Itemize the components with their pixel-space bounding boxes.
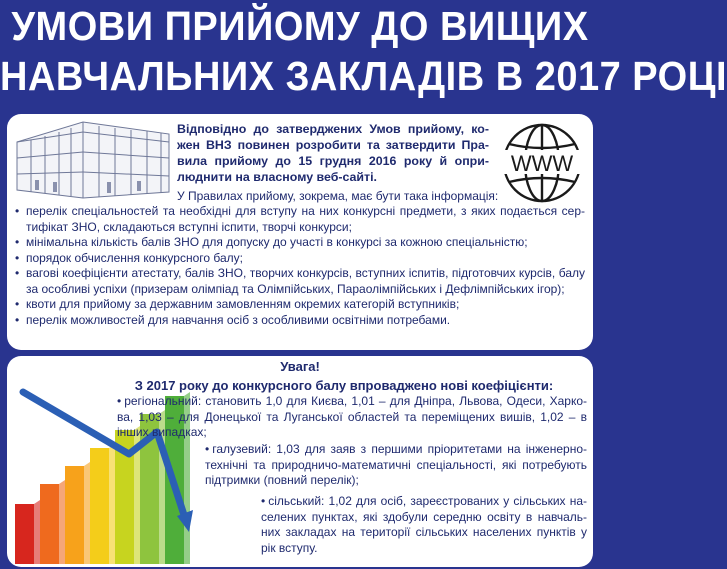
bullet-icon: • bbox=[15, 312, 20, 327]
bullet-icon: • bbox=[15, 204, 20, 218]
rural-coefficient-item: • сільський: 1,02 для осіб, зареєстрованих у сільських на-селених пунктах, які здобули середню освіту в навчаль-них закладах на території сільських населених пунктів у рік вступу. bbox=[261, 494, 587, 555]
list-item: • мінімальна кількість балів ЗНО для допуску до участі в конкурсі за кожною спеціальністю; bbox=[15, 235, 528, 249]
bullet-icon: • bbox=[117, 394, 122, 408]
bullet-icon: • bbox=[15, 297, 20, 311]
list-item: • вагові коефіцієнти атестату, балів ЗНО, творчих конкурсів, вступних іспитів, підготовчих курсів, балу за особливі успіхи (призерам олімпіад та Олімпійських, Параолімпійських і Дефлімпійських ігор); bbox=[15, 266, 585, 296]
list-item: • перелік спеціальностей та необхідні для вступу на них конкурсні предмети, з яких подається сер-тифікат ЗНО, складаються вступні іспити, творчі конкурси; bbox=[15, 204, 585, 234]
intro-lead-text: Відповідно до затверджених Умов прийому, ко-жен ВНЗ повинен розробити та затвердити Пра-вила прийому до 15 грудня 2016 року й опри-люднити на власному веб-сайті. bbox=[177, 122, 489, 184]
illustration-bar bbox=[15, 504, 34, 564]
list-item: • перелік можливостей для навчання осіб з особливими освітніми потребами. bbox=[15, 312, 451, 327]
bullet-icon: • bbox=[15, 235, 20, 249]
notice-heading: З 2017 року до конкурсного балу впроваджено нові коефіцієнти: bbox=[134, 378, 554, 393]
bullet-icon: • bbox=[261, 494, 266, 508]
sectoral-coefficient-item: • галузевий: 1,03 для заяв з першими пріоритетами на інженерно-технічні та природничо-математичні спеціальності, які потребують підтримки (повний перелік); bbox=[205, 442, 587, 487]
illustration-bar-side bbox=[84, 462, 90, 564]
title-line-1: УМОВИ ПРИЙОМУ ДО ВИЩИХ bbox=[11, 4, 589, 50]
illustration-bar-side bbox=[59, 480, 65, 564]
rules-info-list bbox=[15, 204, 585, 328]
www-globe-icon bbox=[499, 120, 585, 206]
title-line-2: НАВЧАЛЬНИХ ЗАКЛАДІВ В 2017 РОЦІ bbox=[0, 54, 727, 100]
list-item: • квоти для прийому за державним замовленням окремих категорій вступників; bbox=[15, 297, 460, 311]
page-title bbox=[0, 2, 727, 101]
www-label: WWW bbox=[510, 151, 574, 176]
illustration-bar bbox=[90, 448, 109, 564]
attention-label: Увага! bbox=[280, 359, 320, 374]
illustration-bar bbox=[65, 466, 84, 564]
illustration-bar-side bbox=[34, 500, 40, 564]
illustration-bar-side bbox=[109, 444, 115, 564]
regional-coefficient-item: • регіональний: становить 1,0 для Києва, 1,01 – для Дніпра, Львова, Одеси, Харко-ва, 1,03 – для Донецької та Луганської областей та переміщених вишів, 1,02 – в інших випадках; bbox=[117, 394, 587, 439]
bullet-icon: • bbox=[15, 250, 20, 265]
bullet-icon: • bbox=[15, 266, 20, 280]
intro-subline: У Правилах прийому, зокрема, має бути така інформація: bbox=[177, 189, 499, 203]
bullet-icon: • bbox=[205, 442, 210, 456]
university-building-illustration bbox=[13, 118, 173, 202]
intro-panel bbox=[7, 114, 593, 350]
illustration-bar bbox=[40, 484, 59, 564]
list-item: • порядок обчислення конкурсного балу; bbox=[15, 250, 243, 265]
notice-panel bbox=[7, 356, 593, 567]
